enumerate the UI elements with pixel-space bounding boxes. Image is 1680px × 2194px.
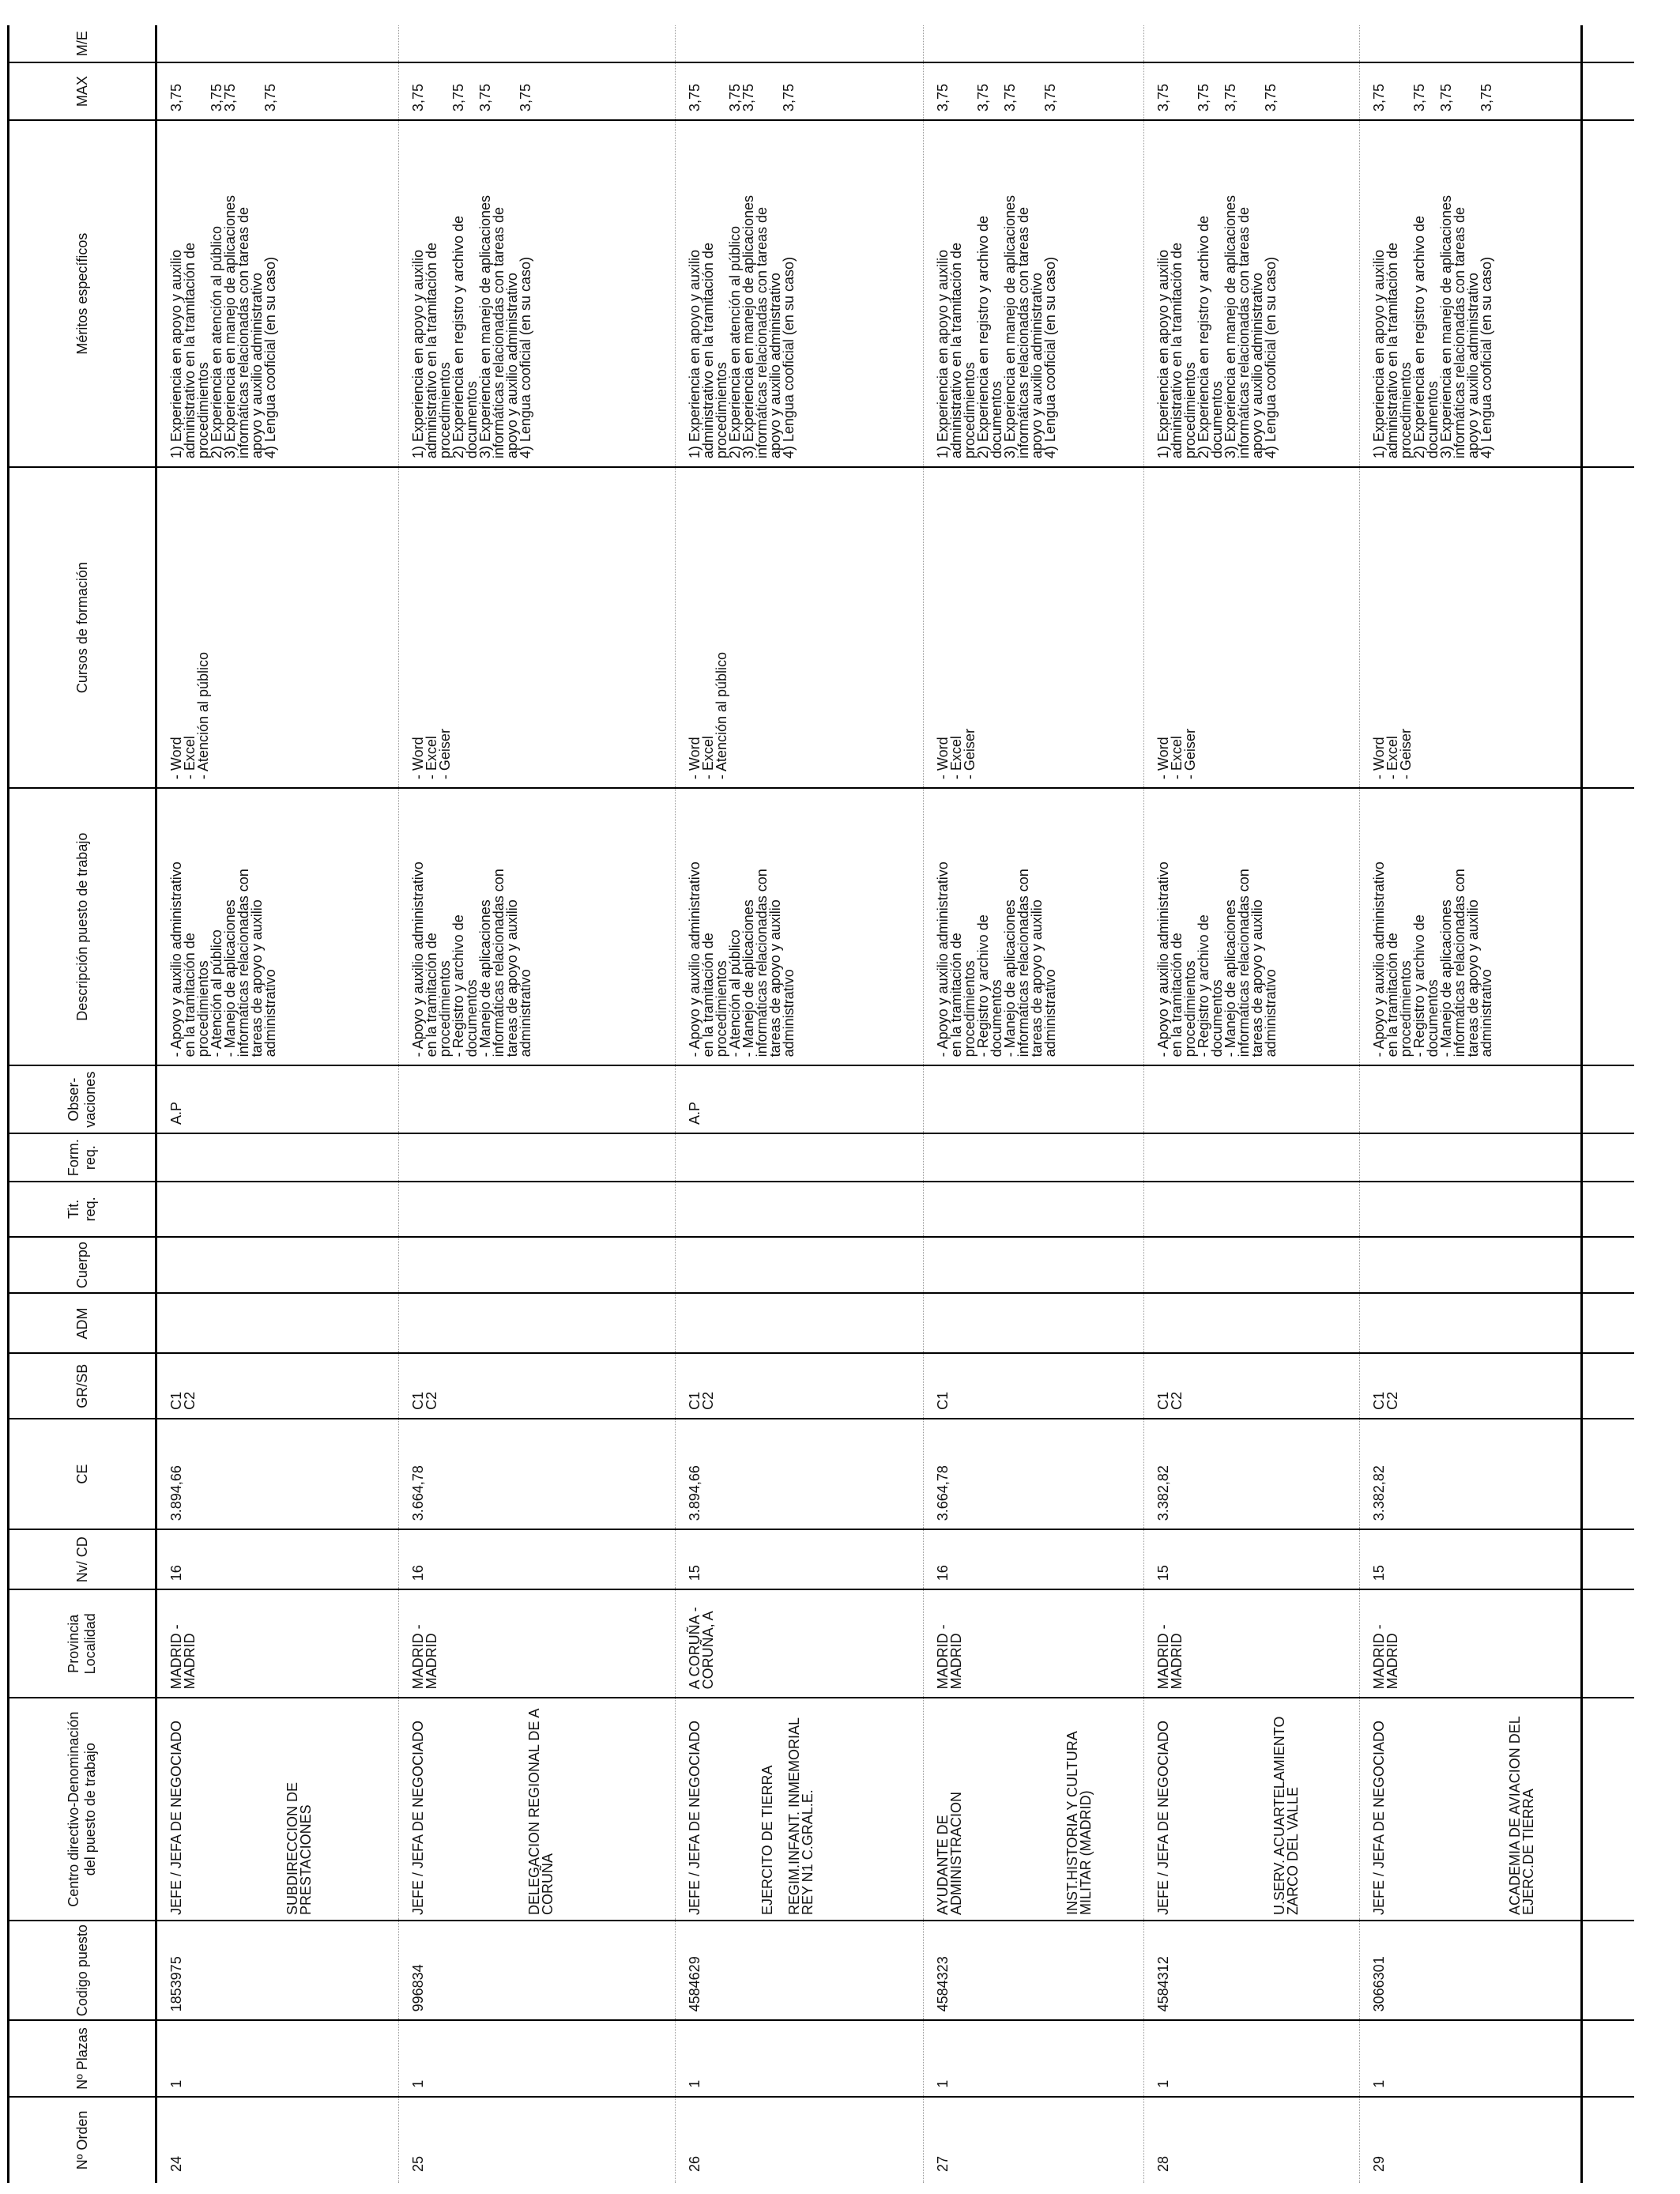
unit-name: DELEGACION REGIONAL DE A CORUÑA [526, 1708, 556, 1915]
cell-orden: 28 [1144, 2097, 1360, 2183]
max-value: 3,75 [975, 84, 991, 112]
table-body [156, 25, 1635, 2183]
job-positions-table-sheet [7, 25, 1583, 2183]
cell-obs [1360, 1065, 1635, 1133]
cell-cuerpo [399, 1237, 676, 1294]
header-orden: Nº Orden [9, 2097, 156, 2183]
cell-descripcion: - Apoyo y auxilio administrativo en la tramitación de procedimientos - Atención al público - Manejo de aplicaciones informáticas relacionadas con tareas de apoyo y auxilio administrativo [156, 788, 399, 1065]
max-value [1170, 68, 1184, 111]
header-row [9, 25, 156, 2183]
cell-ce: 3.664,78 [924, 1419, 1144, 1529]
cell-codigo: 1853975 [156, 1921, 399, 2020]
cell-cursos: - Word - Excel - Geiser [924, 467, 1144, 788]
cell-orden: 29 [1360, 2097, 1635, 2183]
max-value [425, 68, 439, 111]
cell-nivel: 15 [676, 1529, 924, 1589]
max-value: 3,75 [477, 84, 493, 112]
cell-grupo: C1 [924, 1353, 1144, 1418]
cell-grupo: C1 C2 [1360, 1353, 1635, 1418]
cell-orden: 26 [676, 2097, 924, 2183]
puesto-name: JEFE / JEFA DE NEGOCIADO [168, 1720, 184, 1915]
header-tit: Tit. req. [9, 1182, 156, 1237]
cell-max [399, 62, 676, 120]
cell-provincia: MADRID - MADRID [156, 1589, 399, 1698]
cell-plazas: 1 [399, 2020, 676, 2096]
max-value [1453, 68, 1467, 111]
cell-plazas: 1 [156, 2020, 399, 2096]
max-value [950, 68, 963, 111]
cell-cursos: - Word - Excel - Atención al público [156, 467, 399, 788]
cell-adm [156, 1293, 399, 1353]
cell-max [1144, 62, 1360, 120]
cell-ce: 3.894,66 [156, 1419, 399, 1529]
puesto-name: JEFE / JEFA DE NEGOCIADO [1371, 1720, 1387, 1915]
cell-form [924, 1133, 1144, 1182]
cell-orden: 25 [399, 2097, 676, 2183]
cell-orden: 27 [924, 2097, 1144, 2183]
header-ce: CE [9, 1419, 156, 1529]
table-row [1144, 25, 1360, 2183]
header-provincia: Provincia Localidad [9, 1589, 156, 1698]
cell-me [1360, 25, 1635, 62]
max-value: 3,75 [740, 84, 756, 112]
max-value: 3,75 [518, 84, 533, 112]
puesto-name: JEFE / JEFA DE NEGOCIADO [410, 1720, 426, 1915]
cell-cuerpo [1144, 1237, 1360, 1294]
header-cuerpo: Cuerpo [9, 1237, 156, 1294]
table-row [676, 25, 924, 2183]
max-value [1386, 68, 1399, 111]
cell-centro [399, 1698, 676, 1921]
cell-centro [1144, 1698, 1360, 1921]
cell-codigo: 4584323 [924, 1921, 1144, 2020]
cell-max [1360, 62, 1635, 120]
cell-max [676, 62, 924, 120]
header-nivel: Nv/ CD [9, 1529, 156, 1589]
header-grupo: GR/SB [9, 1353, 156, 1418]
cell-meritos: 1) Experiencia en apoyo y auxilio administrativo en la tramitación de procedimientos 2) Experiencia en registro y archivo de documentos 3) Experiencia en manejo de aplicaciones informáticas relacionadas con tareas de apoyo y auxilio administrativo 4) Lengua cooficial (en su caso) [1144, 120, 1360, 467]
cell-grupo: C1 C2 [1144, 1353, 1360, 1418]
header-meritos: Méritos específicos [9, 120, 156, 467]
cell-codigo: 4584312 [1144, 1921, 1360, 2020]
cell-nivel: 16 [924, 1529, 1144, 1589]
cell-form [156, 1133, 399, 1182]
cell-tit [1144, 1182, 1360, 1237]
unit-name: U.SERV. ACUARTELAMIENTO ZARCO DEL VALLE [1271, 1716, 1301, 1915]
max-value: 3,75 [1155, 84, 1171, 112]
cell-descripcion: - Apoyo y auxilio administrativo en la tramitación de procedimientos - Registro y archivo de documentos - Manejo de aplicaciones informáticas relacionadas con tareas de apoyo y auxilio administrativo [1144, 788, 1360, 1065]
cell-plazas: 1 [1360, 2020, 1635, 2096]
cell-ce: 3.894,66 [676, 1419, 924, 1529]
cell-me [924, 25, 1144, 62]
max-value: 3,75 [727, 84, 743, 112]
max-value: 3,75 [222, 84, 238, 112]
cell-plazas: 1 [924, 2020, 1144, 2096]
cell-max [924, 62, 1144, 120]
header-cursos: Cursos de formación [9, 467, 156, 788]
max-value: 3,75 [168, 84, 184, 112]
cell-cursos: - Word - Excel - Geiser [1360, 467, 1635, 788]
max-value [1017, 68, 1030, 111]
cell-cuerpo [676, 1237, 924, 1294]
cell-meritos: 1) Experiencia en apoyo y auxilio administrativo en la tramitación de procedimientos 2) Experiencia en atención al público 3) Experiencia en manejo de aplicaciones informáticas relacionadas con tareas de apoyo y auxilio administrativo 4) Lengua cooficial (en su caso) [676, 120, 924, 467]
cell-cursos: - Word - Excel - Geiser [399, 467, 676, 788]
max-value: 3,75 [262, 84, 278, 112]
cell-form [1144, 1133, 1360, 1182]
cell-provincia: MADRID - MADRID [1360, 1589, 1635, 1698]
cell-ce: 3.382,82 [1360, 1419, 1635, 1529]
cell-grupo: C1 C2 [399, 1353, 676, 1418]
max-value: 3,75 [1002, 84, 1018, 112]
cell-tit [924, 1182, 1144, 1237]
cell-nivel: 15 [1360, 1529, 1635, 1589]
cell-tit [156, 1182, 399, 1237]
cell-descripcion: - Apoyo y auxilio administrativo en la tramitación de procedimientos - Registro y archivo de documentos - Manejo de aplicaciones informáticas relacionadas con tareas de apoyo y auxilio administrativo [399, 788, 676, 1065]
puesto-name: AYUDANTE DE ADMINISTRACION [935, 1791, 964, 1915]
cell-ce: 3.664,78 [399, 1419, 676, 1529]
max-value [183, 68, 197, 111]
max-value [237, 68, 250, 111]
cell-tit [1360, 1182, 1635, 1237]
header-form: Form. req. [9, 1133, 156, 1182]
header-plazas: Nº Plazas [9, 2020, 156, 2096]
max-value: 3,75 [935, 84, 951, 112]
cell-descripcion: - Apoyo y auxilio administrativo en la tramitación de procedimientos - Registro y archivo de documentos - Manejo de aplicaciones informáticas relacionadas con tareas de apoyo y auxilio administrativo [924, 788, 1144, 1065]
cell-grupo: C1 C2 [676, 1353, 924, 1418]
header-codigo: Codigo puesto [9, 1921, 156, 2020]
cell-adm [399, 1293, 676, 1353]
max-value: 3,75 [781, 84, 797, 112]
cell-form [399, 1133, 676, 1182]
cell-provincia: MADRID - MADRID [924, 1589, 1144, 1698]
cell-me [1144, 25, 1360, 62]
cell-form [1360, 1133, 1635, 1182]
cell-ce: 3.382,82 [1144, 1419, 1360, 1529]
cell-adm [1360, 1293, 1635, 1353]
table-row [924, 25, 1144, 2183]
table-row [399, 25, 676, 2183]
max-value [755, 68, 769, 111]
cell-adm [924, 1293, 1144, 1353]
cell-plazas: 1 [676, 2020, 924, 2096]
cell-adm [676, 1293, 924, 1353]
cell-cursos: - Word - Excel - Geiser [1144, 467, 1360, 788]
max-value: 3,75 [1438, 84, 1454, 112]
cell-meritos: 1) Experiencia en apoyo y auxilio administrativo en la tramitación de procedimientos 2) Experiencia en atención al público 3) Experiencia en manejo de aplicaciones informáticas relacionadas con tareas de apoyo y auxilio administrativo 4) Lengua cooficial (en su caso) [156, 120, 399, 467]
cell-nivel: 15 [1144, 1529, 1360, 1589]
cell-provincia: MADRID - MADRID [1144, 1589, 1360, 1698]
cell-meritos: 1) Experiencia en apoyo y auxilio administrativo en la tramitación de procedimientos 2) Experiencia en registro y archivo de documentos 3) Experiencia en manejo de aplicaciones informáticas relacionadas con tareas de apoyo y auxilio administrativo 4) Lengua cooficial (en su caso) [924, 120, 1144, 467]
cell-tit [399, 1182, 676, 1237]
max-value: 3,75 [450, 84, 466, 112]
cell-grupo: C1 C2 [156, 1353, 399, 1418]
cell-cursos: - Word - Excel - Atención al público [676, 467, 924, 788]
cell-nivel: 16 [399, 1529, 676, 1589]
cell-codigo: 996834 [399, 1921, 676, 2020]
table-row [156, 25, 399, 2183]
cell-max [156, 62, 399, 120]
table-row [1360, 25, 1635, 2183]
unit-name: INST.HISTORIA Y CULTURA MILITAR (MADRID) [1064, 1731, 1094, 1915]
cell-centro [1360, 1698, 1635, 1921]
cell-obs [924, 1065, 1144, 1133]
puesto-name: JEFE / JEFA DE NEGOCIADO [687, 1720, 703, 1915]
max-value [702, 68, 715, 111]
header-obs: Obser-vaciones [9, 1065, 156, 1133]
cell-descripcion: - Apoyo y auxilio administrativo en la tramitación de procedimientos - Registro y archivo de documentos - Manejo de aplicaciones informáticas relacionadas con tareas de apoyo y auxilio administrativo [1360, 788, 1635, 1065]
max-value: 3,75 [1411, 84, 1427, 112]
max-value: 3,75 [1042, 84, 1058, 112]
max-value: 3,75 [1263, 84, 1279, 112]
cell-obs: A.P [676, 1065, 924, 1133]
cell-codigo: 3066301 [1360, 1921, 1635, 2020]
header-me: M/E [9, 25, 156, 62]
header-max: MAX [9, 62, 156, 120]
max-value: 3,75 [1371, 84, 1387, 112]
max-value: 3,75 [410, 84, 426, 112]
cell-meritos: 1) Experiencia en apoyo y auxilio administrativo en la tramitación de procedimientos 2) Experiencia en registro y archivo de documentos 3) Experiencia en manejo de aplicaciones informáticas relacionadas con tareas de apoyo y auxilio administrativo 4) Lengua cooficial (en su caso) [399, 120, 676, 467]
cell-nivel: 16 [156, 1529, 399, 1589]
cell-obs: A.P [156, 1065, 399, 1133]
cell-me [156, 25, 399, 62]
unit-name: EJERCITO DE TIERRA REGIM.INFANT. INMEMORIAL REY N1 C.GRAL.E. [759, 1717, 816, 1915]
cell-cuerpo [156, 1237, 399, 1294]
cell-orden: 24 [168, 2155, 184, 2172]
header-adm: ADM [9, 1293, 156, 1353]
cell-meritos: 1) Experiencia en apoyo y auxilio administrativo en la tramitación de procedimientos 2) Experiencia en registro y archivo de documentos 3) Experiencia en manejo de aplicaciones informáticas relacionadas con tareas de apoyo y auxilio administrativo 4) Lengua cooficial (en su caso) [1360, 120, 1635, 467]
max-value: 3,75 [687, 84, 703, 112]
cell-descripcion: - Apoyo y auxilio administrativo en la tramitación de procedimientos - Atención al público - Manejo de aplicaciones informáticas relacionadas con tareas de apoyo y auxilio administrativo [676, 788, 924, 1065]
cell-cuerpo [924, 1237, 1144, 1294]
cell-me [399, 25, 676, 62]
cell-centro [676, 1698, 924, 1921]
max-value: 3,75 [1222, 84, 1238, 112]
cell-obs [399, 1065, 676, 1133]
cell-centro [924, 1698, 1144, 1921]
cell-centro [156, 1698, 399, 1921]
cell-form [676, 1133, 924, 1182]
cell-tit [676, 1182, 924, 1237]
max-value [492, 68, 506, 111]
header-centro: Centro directivo-Denominación del puesto de trabajo [9, 1698, 156, 1921]
cell-codigo: 4584629 [676, 1921, 924, 2020]
cell-plazas: 1 [1144, 2020, 1360, 2096]
cell-cuerpo [1360, 1237, 1635, 1294]
unit-name: ACADEMIA DE AVIACION DEL EJERC.DE TIERRA [1507, 1716, 1536, 1915]
header-descripcion: Descripción puesto de trabajo [9, 788, 156, 1065]
max-value: 3,75 [1478, 84, 1494, 112]
cell-adm [1144, 1293, 1360, 1353]
max-value: 3,75 [209, 84, 224, 112]
cell-me [676, 25, 924, 62]
job-positions-table [9, 25, 1634, 2183]
max-value: 3,75 [1196, 84, 1211, 112]
max-value [1237, 68, 1251, 111]
cell-obs [1144, 1065, 1360, 1133]
cell-provincia: A CORUÑA - CORUÑA, A [676, 1589, 924, 1698]
puesto-name: JEFE / JEFA DE NEGOCIADO [1155, 1720, 1171, 1915]
unit-name: SUBDIRECCION DE PRESTACIONES [284, 1781, 314, 1915]
cell-provincia: MADRID - MADRID [399, 1589, 676, 1698]
